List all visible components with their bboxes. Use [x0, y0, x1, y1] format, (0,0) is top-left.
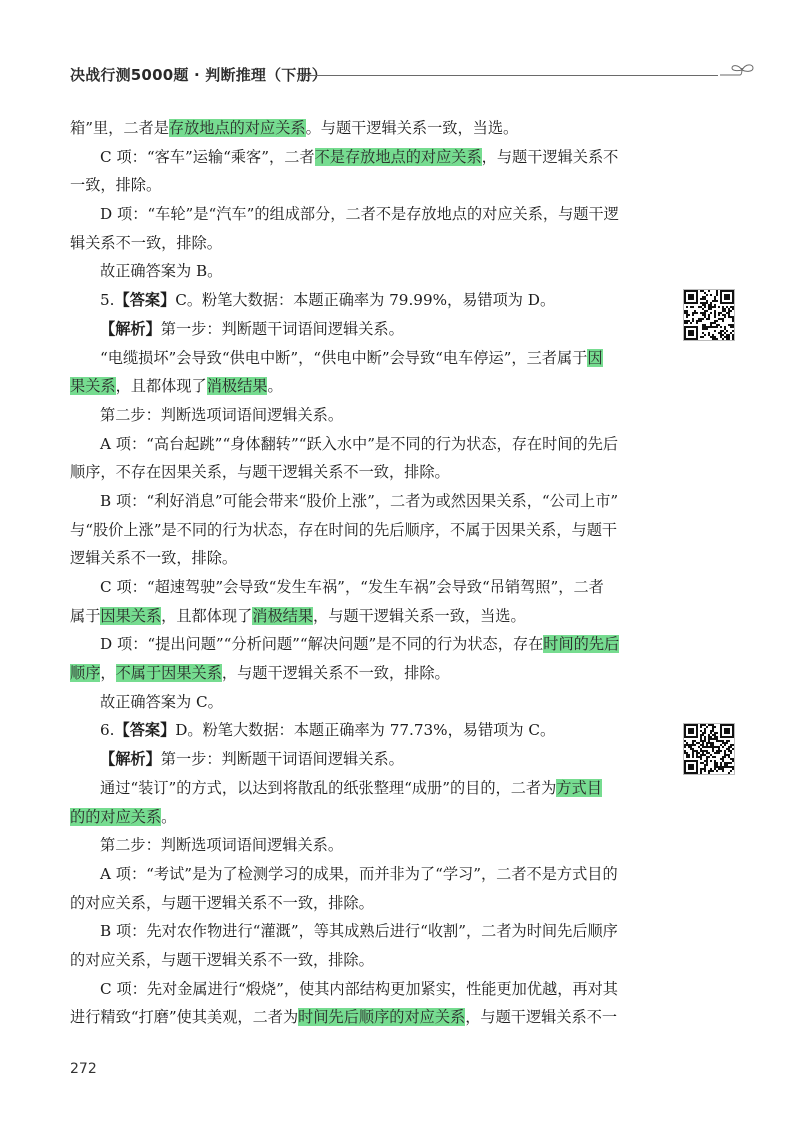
text-segment: 与“股价上涨”是不同的行为状态，存在时间的先后顺序，不属于因果关系，与题干: [70, 520, 618, 539]
text-segment: 第二步：判断选项词语间逻辑关系。: [100, 405, 343, 424]
text-segment: 第二步：判断选项词语间逻辑关系。: [100, 836, 343, 855]
text-line: [70, 344, 654, 373]
text-line: [70, 200, 654, 229]
text-line: [70, 745, 654, 774]
page-number: 272: [70, 1061, 97, 1077]
text-segment: A 项：“考试”是为了检测学习的成果，而并非为了“学习”，二者不是方式目的: [100, 864, 618, 883]
text-segment: C 项：先对金属进行“煅烧”，使其内部结构更加紧实，性能更加优越，再对其: [100, 979, 618, 998]
text-line: [70, 774, 654, 803]
text-segment: 顺序，不存在因果关系，与题干逻辑关系不一致，排除。: [70, 463, 450, 482]
highlighted-phrase: 不是存放地点的对应关系: [314, 147, 482, 166]
text-segment: 箱”里，二者是: [70, 119, 169, 137]
text-segment: C。粉笔大数据：本题正确率为 79.99%，易错项为 D。: [175, 291, 556, 310]
text-line: [70, 975, 654, 1004]
text-segment: ，: [100, 664, 116, 683]
text-line: [70, 315, 654, 344]
section-marker: 【答案】: [114, 721, 176, 740]
text-line: [70, 114, 654, 143]
text-segment: 故正确答案为 C。: [100, 692, 223, 711]
text-segment: 的对应关系，与题干逻辑关系不一致，排除。: [70, 950, 374, 969]
text-line: [70, 516, 654, 545]
highlighted-phrase: 时间先后顺序的对应关系: [298, 1008, 466, 1027]
text-segment: ，与题干逻辑关系一致，当选。: [313, 606, 526, 625]
text-segment: “电缆损坏”会导致“供电中断”，“供电中断”会导致“电车停运”，三者属于: [100, 348, 588, 367]
section-marker: 【解析】: [100, 319, 161, 338]
text-segment: D 项：“车轮”是“汽车”的组成部分，二者不是存放地点的对应关系，与题干逻: [100, 205, 619, 224]
text-segment: C 项：“超速驾驶”会导致“发生车祸”，“发生车祸”会导致“吊销驾照”，二者: [100, 578, 604, 596]
highlighted-phrase: 时间的先后: [543, 635, 620, 654]
text-line: [70, 458, 654, 487]
text-line: [70, 688, 654, 717]
text-segment: ，与题干逻辑关系不一致，排除。: [221, 664, 450, 683]
text-segment: 第一步：判断题干词语间逻辑关系。: [160, 750, 404, 769]
header-rule: [298, 75, 718, 76]
text-segment: D。粉笔大数据：本题正确率为 77.73%，易错项为 C。: [175, 721, 556, 740]
text-line: [70, 946, 654, 975]
text-segment: 辑关系不一致，排除。: [70, 233, 222, 252]
text-line: [70, 803, 654, 832]
highlighted-phrase: 存放地点的对应关系: [168, 119, 306, 137]
solution-text: [70, 114, 654, 1032]
text-segment: 的对应关系，与题干逻辑关系不一致，排除。: [70, 893, 374, 912]
highlighted-phrase: 不属于因果关系: [115, 664, 222, 683]
sprout-icon: [718, 62, 762, 88]
book-title: 决战行测5000题 · 判断推理（下册）: [70, 66, 327, 84]
text-line: [70, 286, 654, 315]
text-segment: 。: [161, 807, 177, 826]
text-segment: 第一步：判断题干词语间逻辑关系。: [160, 319, 404, 338]
highlighted-phrase: 消极结果: [252, 606, 313, 625]
highlighted-phrase: 因: [587, 348, 603, 367]
text-segment: B 项：先对农作物进行“灌溉”，等其成熟后进行“收割”，二者为时间先后顺序: [100, 922, 618, 941]
text-segment: 5.: [100, 291, 115, 310]
text-segment: ，与题干逻辑关系不: [481, 147, 619, 166]
text-segment: C 项：“客车”运输“乘客”，二者: [100, 147, 315, 166]
text-line: [70, 1003, 654, 1032]
text-line: [70, 229, 654, 258]
text-segment: D 项：“提出问题”“分析问题”“解决问题”是不同的行为状态，存在: [100, 635, 544, 654]
qr-code-question-6[interactable]: [683, 723, 735, 775]
text-line: [70, 430, 654, 459]
text-line: [70, 401, 654, 430]
highlighted-phrase: 果关系: [70, 377, 116, 396]
highlighted-phrase: 顺序: [70, 664, 101, 683]
text-segment: ，且都体现了: [161, 606, 253, 625]
text-segment: ，与题干逻辑关系不一: [465, 1008, 618, 1027]
text-segment: 6.: [100, 721, 115, 740]
text-segment: 故正确答案为 B。: [100, 262, 223, 281]
qr-code-question-5[interactable]: [683, 289, 735, 341]
text-line: [70, 257, 654, 286]
highlighted-phrase: 的的对应关系: [70, 807, 162, 826]
text-line: [70, 143, 654, 172]
text-line: [70, 630, 654, 659]
text-segment: 逻辑关系不一致，排除。: [70, 549, 238, 568]
running-header: [70, 62, 760, 98]
highlighted-phrase: 消极结果: [206, 377, 268, 396]
text-segment: 属于: [70, 606, 101, 625]
text-line: [70, 831, 654, 860]
section-marker: 【答案】: [114, 291, 176, 310]
text-segment: 进行精致“打磨”使其美观，二者为: [70, 1008, 299, 1027]
text-line: [70, 602, 654, 631]
text-line: [70, 889, 654, 918]
text-line: [70, 716, 654, 745]
text-line: [70, 487, 654, 516]
text-line: [70, 659, 654, 688]
text-line: [70, 860, 654, 889]
highlighted-phrase: 方式目: [556, 778, 602, 797]
text-segment: 。: [267, 377, 283, 396]
text-line: [70, 573, 654, 602]
text-segment: B 项：“利好消息”可能会带来“股价上涨”，二者为或然因果关系，“公司上市”: [100, 491, 619, 510]
text-segment: 。与题干逻辑关系一致，当选。: [305, 119, 519, 137]
text-line: [70, 372, 654, 401]
text-segment: ，且都体现了: [115, 377, 207, 396]
highlighted-phrase: 因果关系: [100, 606, 162, 625]
text-line: [70, 544, 654, 573]
text-segment: 通过“装订”的方式，以达到将散乱的纸张整理“成册”的目的，二者为: [100, 778, 557, 797]
text-segment: 一致，排除。: [70, 176, 162, 195]
section-marker: 【解析】: [100, 750, 161, 769]
text-line: [70, 917, 654, 946]
text-segment: A 项：“高台起跳”“身体翻转”“跃入水中”是不同的行为状态，存在时间的先后: [100, 434, 619, 453]
text-line: [70, 171, 654, 200]
